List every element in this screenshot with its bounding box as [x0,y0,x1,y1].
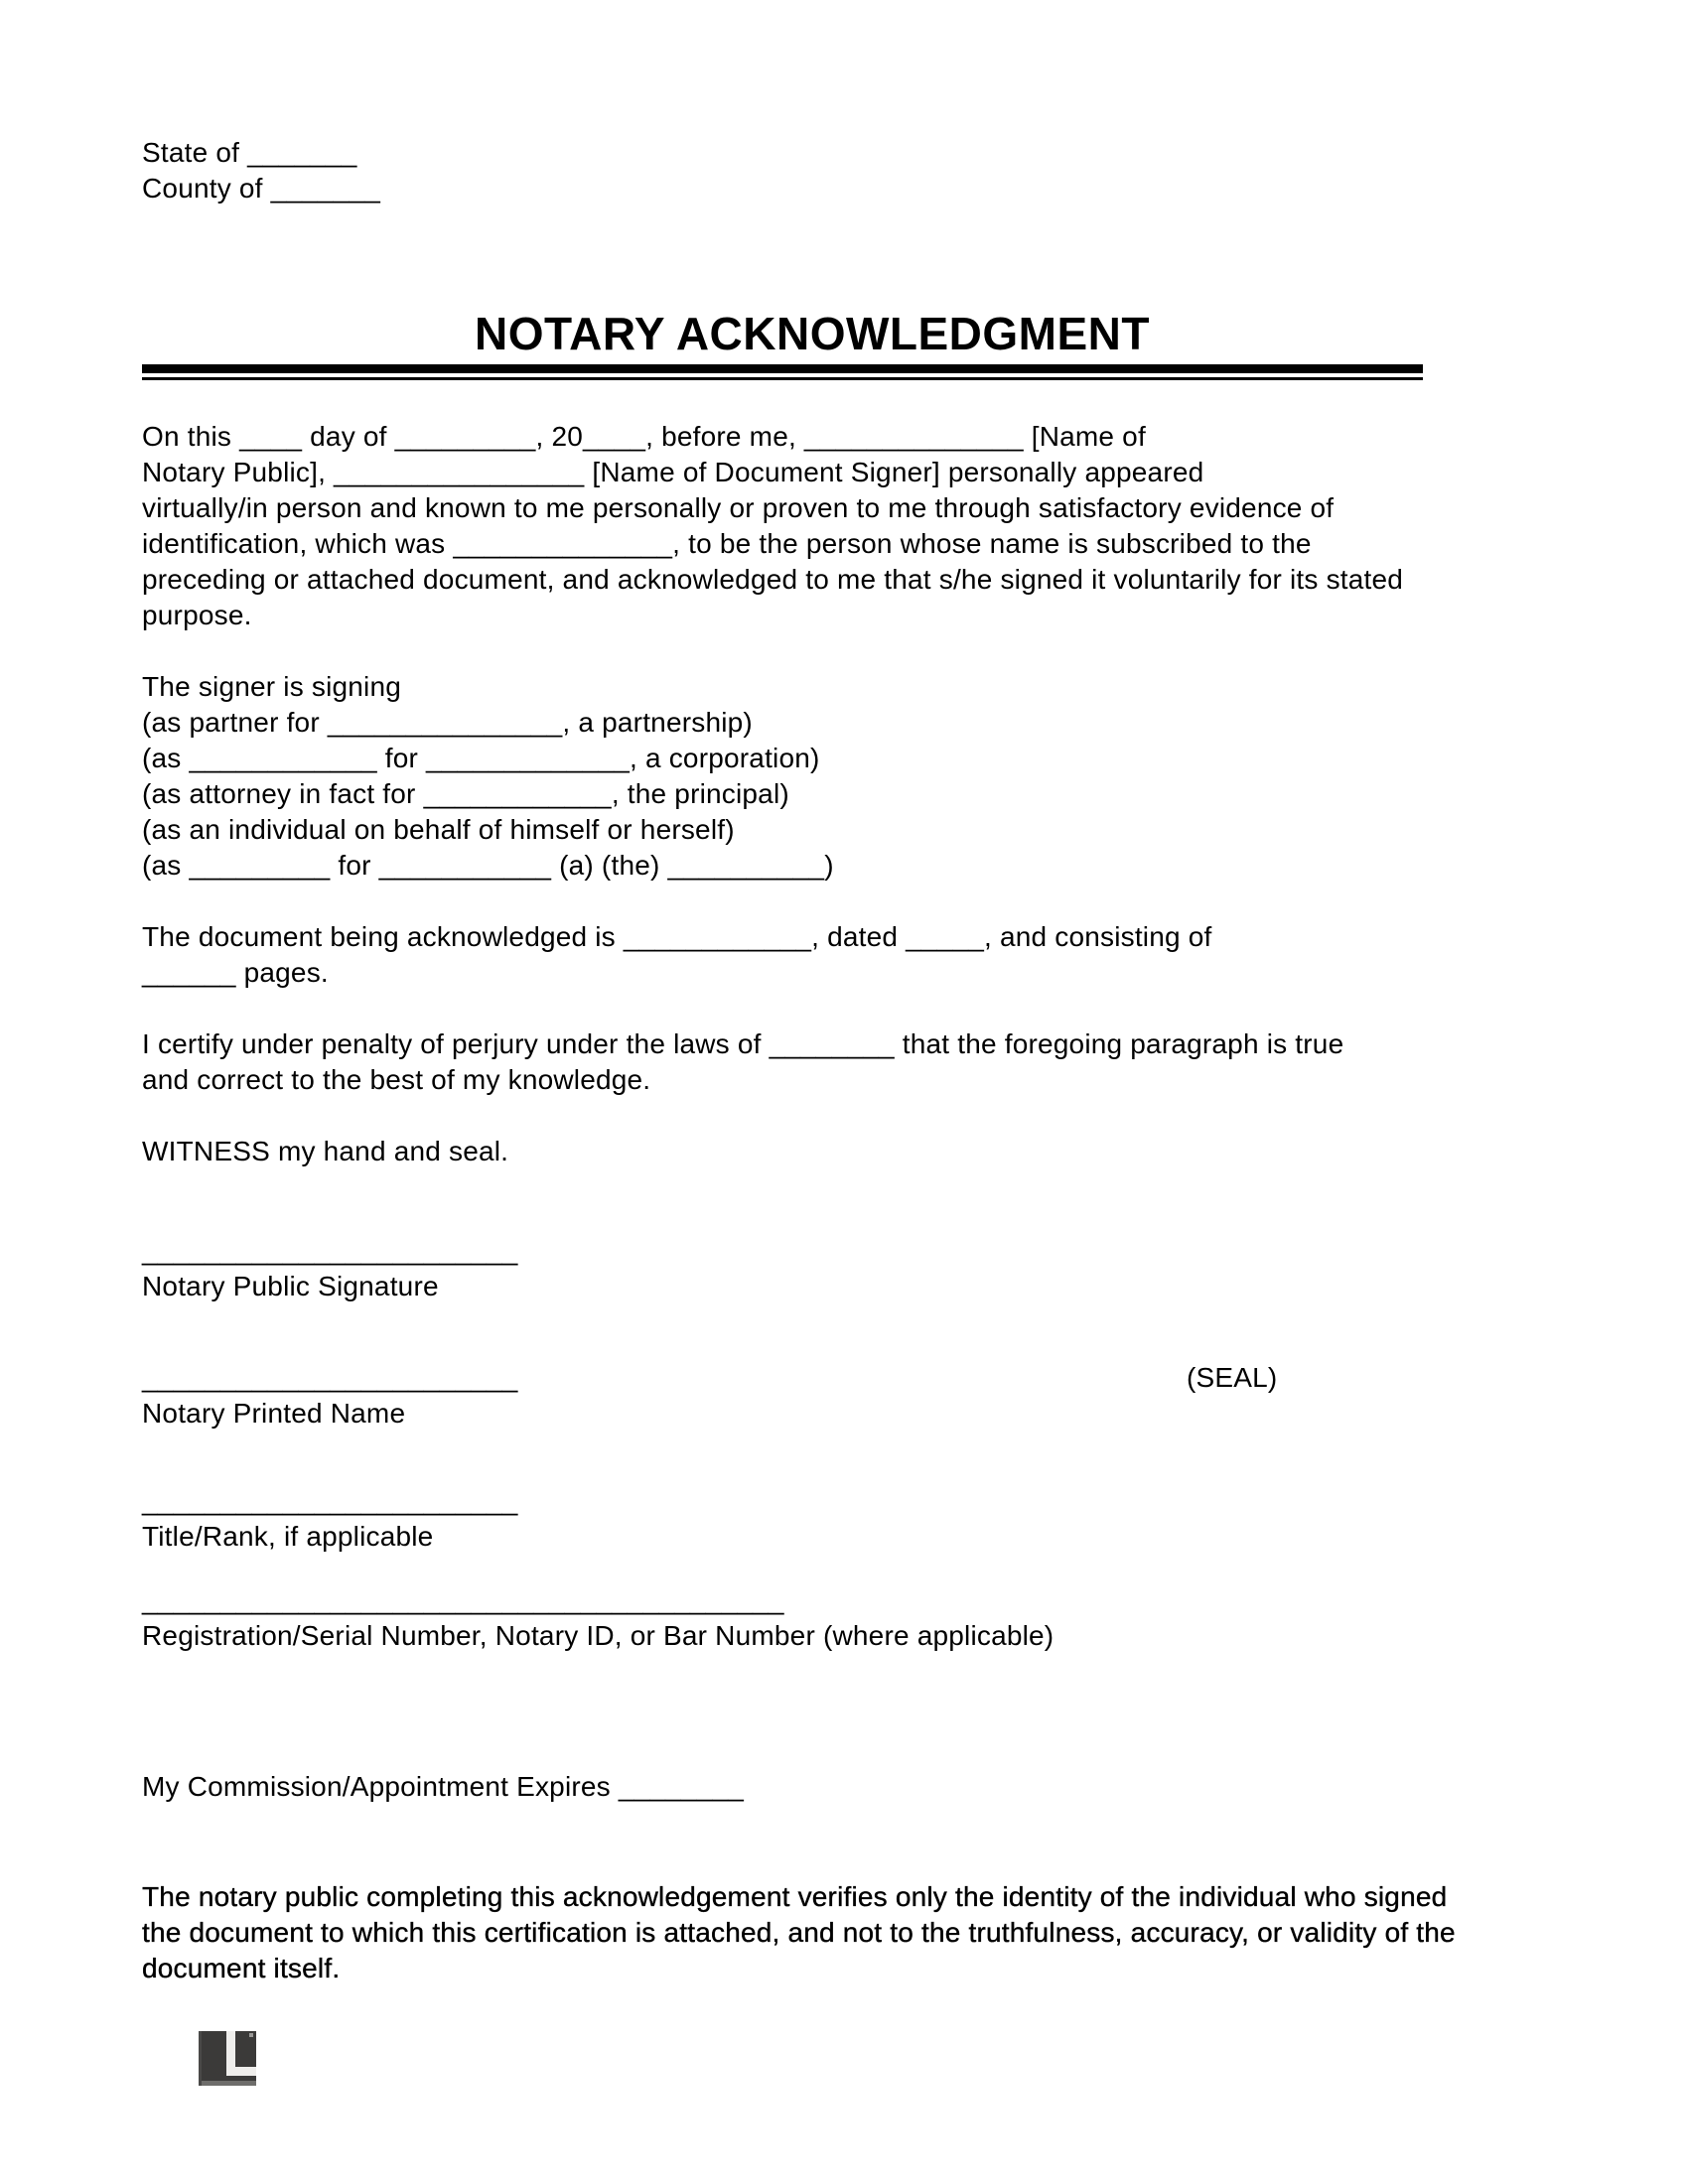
legal-templates-logo-icon [199,2031,256,2086]
text-line: The notary public completing this acknowledgement verifies only the identity of the individual who signed [142,1881,1448,1912]
text-line: identification, which was ______________, to be the person whose name is subscribed to the [142,528,1312,559]
legal-templates-logo [199,2031,256,2086]
text-line: WITNESS my hand and seal. [142,1136,509,1166]
field-label: Notary Printed Name [142,1398,406,1429]
notary-disclaimer-paragraph [142,1879,1543,1986]
document-description-paragraph [142,919,1543,991]
acknowledgment-paragraph [142,419,1543,633]
text-line: (as _________ for ___________ (a) (the) __________) [142,850,834,881]
region-block [142,135,1543,206]
text-line: purpose. [142,600,252,630]
title-rule-thin [142,377,1423,380]
field-label: Title/Rank, if applicable [142,1521,434,1552]
notary-signature-field [142,1233,1543,1304]
text-line: On this ____ day of _________, 20____, before me, ______________ [Name of [142,421,1146,452]
text-line: (as partner for _______________, a partnership) [142,707,753,738]
signature-blank-line: ________________________ [142,1362,518,1393]
text-line: The document being acknowledged is ____________, dated _____, and consisting of [142,921,1212,952]
field-label: Registration/Serial Number, Notary ID, or Bar Number (where applicable) [142,1620,1055,1651]
text-line: I certify under penalty of perjury under the laws of ________ that the foregoing paragraph is true [142,1028,1344,1059]
text-line: (as attorney in fact for ____________, the principal) [142,778,789,809]
title-rule-thick [142,364,1423,373]
signature-blank-row [142,1360,1543,1396]
text-line: The signer is signing [142,671,401,702]
notary-printed-name-field [142,1360,1543,1432]
signature-blank-line: ________________________ [142,1235,518,1266]
title-rank-field [142,1483,1543,1555]
signer-capacity-paragraph [142,669,1543,884]
seal-placeholder: (SEAL) [1187,1362,1278,1393]
text-line: ______ pages. [142,957,329,988]
signature-blank-line: _________________________________________ [142,1584,784,1615]
perjury-certification-paragraph [142,1026,1543,1098]
text-line: Notary Public], ________________ [Name of Document Signer] personally appeared [142,457,1204,487]
witness-statement [142,1134,1543,1169]
text-line: preceding or attached document, and acknowledged to me that s/he signed it voluntarily for its stated [142,564,1404,595]
text-line: virtually/in person and known to me personally or proven to me through satisfactory evidence of [142,492,1335,523]
text-line: and correct to the best of my knowledge. [142,1064,651,1095]
state-of-line: State of _______ [142,137,357,168]
signature-blank-line: ________________________ [142,1485,518,1516]
text-line: the document to which this certification is attached, and not to the truthfulness, accuracy, or validity of the [142,1917,1456,1948]
page-title: NOTARY ACKNOWLEDGMENT [474,308,1150,359]
commission-expiration-line: My Commission/Appointment Expires ________ [142,1771,745,1802]
text-line: (as an individual on behalf of himself or herself) [142,814,735,845]
field-label: Notary Public Signature [142,1271,439,1301]
text-line: (as ____________ for _____________, a corporation) [142,743,820,773]
registration-number-field [142,1582,1543,1654]
text-line: document itself. [142,1953,341,1983]
county-of-line: County of _______ [142,173,381,204]
